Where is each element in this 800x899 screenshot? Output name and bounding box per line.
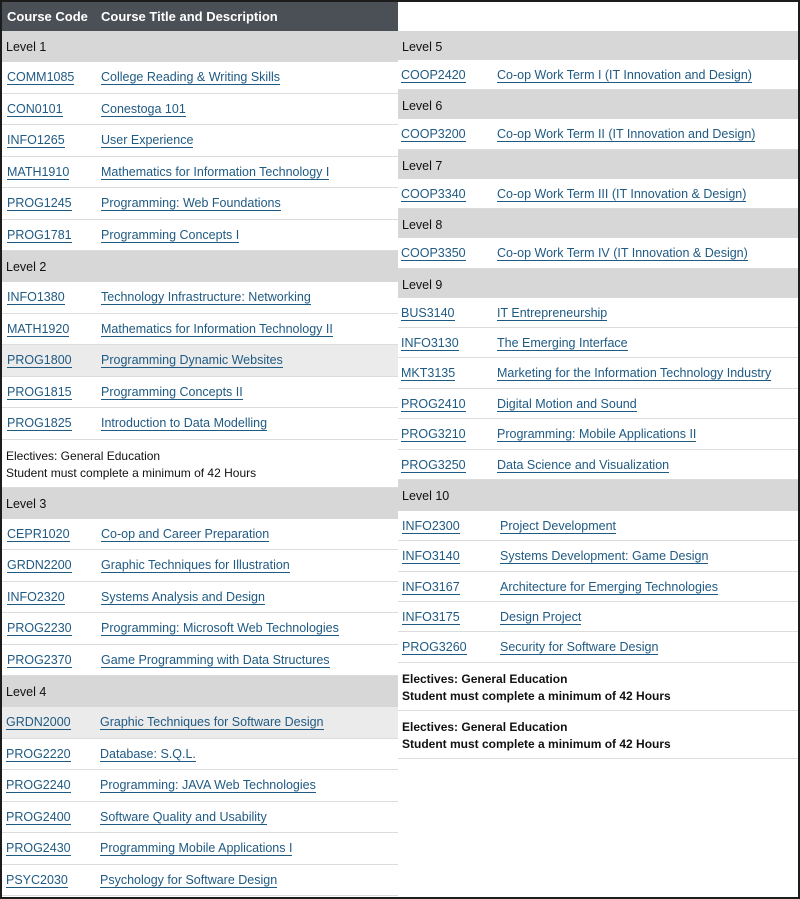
course-row [2, 345, 398, 377]
course-row [2, 94, 398, 126]
course-title-link[interactable]: Co-op Work Term II (IT Innovation and Design) [497, 127, 756, 142]
course-title-link[interactable]: Co-op Work Term I (IT Innovation and Design) [497, 68, 752, 82]
course-title-link[interactable]: Psychology for Software Design [100, 872, 278, 887]
course-code-link[interactable]: PROG2220 [6, 746, 71, 761]
right-column [398, 2, 798, 759]
course-row [2, 802, 398, 834]
course-code-link[interactable]: PROG2240 [6, 778, 71, 792]
level-label: Level 2 [6, 260, 47, 274]
course-code-link[interactable]: PROG2430 [6, 841, 71, 855]
course-row [2, 833, 398, 865]
level-label: Level 6 [402, 99, 443, 114]
header-course-code: Course Code [7, 9, 88, 24]
course-code-link[interactable]: PROG3250 [401, 457, 466, 472]
course-title-link[interactable]: Systems Analysis and Design [101, 589, 265, 604]
course-code-link[interactable]: PROG1781 [7, 227, 72, 242]
course-title-link[interactable]: Data Science and Visualization [497, 457, 670, 472]
electives-title: Electives: General Education [402, 719, 568, 734]
course-row [398, 60, 798, 90]
course-code-link[interactable]: CON0101 [7, 101, 63, 116]
course-code-link[interactable]: PROG1825 [7, 416, 72, 430]
course-row [398, 358, 798, 388]
course-code-link[interactable]: INFO3167 [402, 579, 460, 594]
course-row [398, 541, 798, 571]
course-code-link[interactable]: COOP3340 [401, 186, 466, 201]
course-row [398, 419, 798, 449]
course-title-link[interactable]: Game Programming with Data Structures [101, 652, 330, 667]
level-heading [398, 150, 798, 179]
course-title-link[interactable]: Co-op Work Term IV (IT Innovation & Design) [497, 246, 748, 261]
course-title-link[interactable]: Co-op and Career Preparation [101, 526, 270, 541]
course-row [2, 739, 398, 771]
course-title-link[interactable]: Systems Development: Game Design [500, 549, 709, 564]
course-row [398, 298, 798, 328]
course-title-link[interactable]: The Emerging Interface [497, 335, 628, 350]
course-title-link[interactable]: Programming Concepts II [101, 384, 243, 399]
electives-title: Electives: General Education [402, 671, 568, 686]
table-header [2, 2, 398, 31]
course-row [2, 613, 398, 645]
course-title-link[interactable]: Digital Motion and Sound [497, 396, 637, 411]
course-title-link[interactable]: Mathematics for Information Technology I [101, 164, 330, 179]
course-code-link[interactable]: INFO2300 [402, 518, 460, 533]
course-title-link[interactable]: Programming: Web Foundations [101, 196, 281, 210]
electives-requirement: Student must complete a minimum of 42 Hours [402, 736, 671, 751]
course-title-link[interactable]: Database: S.Q.L. [100, 746, 196, 761]
course-code-link[interactable]: PROG2370 [7, 652, 72, 667]
course-row [2, 408, 398, 440]
electives-note [2, 440, 398, 488]
course-title-link[interactable]: Graphic Techniques for Software Design [100, 715, 324, 729]
course-title-link[interactable]: Technology Infrastructure: Networking [101, 290, 311, 304]
level-heading [2, 676, 398, 707]
electives-title: Electives: General Education [6, 448, 161, 463]
course-row [398, 238, 798, 268]
course-code-link[interactable]: MKT3135 [401, 366, 456, 381]
course-code-link[interactable]: INFO3140 [402, 549, 460, 564]
course-title-link[interactable]: Programming: Microsoft Web Technologies [101, 621, 339, 635]
course-row [2, 707, 398, 739]
course-code-link[interactable]: PROG2230 [7, 621, 72, 635]
course-title-link[interactable]: College Reading & Writing Skills [101, 70, 281, 84]
course-title-link[interactable]: Graphic Techniques for Illustration [101, 558, 290, 572]
course-code-link[interactable]: COOP3350 [401, 246, 466, 261]
header-spacer [398, 2, 798, 31]
course-title-link[interactable]: Architecture for Emerging Technologies [500, 579, 718, 594]
level-label: Level 7 [402, 158, 443, 173]
level-heading [398, 31, 798, 60]
level-label: Level 1 [6, 40, 47, 54]
course-code-link[interactable]: GRDN2000 [6, 715, 71, 729]
course-code-link[interactable]: INFO1380 [7, 290, 65, 304]
level-label: Level 5 [402, 40, 443, 54]
course-row [2, 645, 398, 677]
course-code-link[interactable]: COMM1085 [7, 70, 75, 84]
course-code-link[interactable]: GRDN2200 [7, 558, 72, 572]
course-title-link[interactable]: Conestoga 101 [101, 101, 186, 116]
course-title-link[interactable]: Marketing for the Information Technology Industry [497, 366, 772, 381]
course-code-link[interactable]: COOP2420 [401, 68, 466, 82]
level-heading [2, 31, 398, 62]
header-course-title: Course Title and Description [101, 9, 278, 24]
level-heading [398, 90, 798, 119]
course-code-link[interactable]: PSYC2030 [6, 872, 68, 887]
course-row [2, 188, 398, 220]
course-row [2, 157, 398, 189]
level-heading [2, 488, 398, 519]
course-code-link[interactable]: INFO1265 [7, 133, 65, 147]
course-code-link[interactable]: PROG1800 [7, 353, 72, 367]
course-row [398, 450, 798, 480]
course-row [2, 582, 398, 614]
course-row [398, 389, 798, 419]
level-heading [398, 269, 798, 298]
course-title-link[interactable]: Software Quality and Usability [100, 809, 267, 824]
course-row [398, 179, 798, 209]
level-label: Level 10 [402, 488, 450, 503]
course-title-link[interactable]: Programming: Mobile Applications II [497, 427, 697, 442]
course-title-link[interactable]: Design Project [500, 610, 582, 625]
course-title-link[interactable]: Introduction to Data Modelling [101, 416, 268, 430]
course-code-link[interactable]: PROG1245 [7, 196, 72, 210]
level-label: Level 4 [6, 685, 47, 699]
course-title-link[interactable]: IT Entrepreneurship [497, 305, 608, 320]
course-row [2, 314, 398, 346]
electives-note [398, 711, 798, 759]
course-title-link[interactable]: Programming Mobile Applications I [100, 841, 293, 855]
course-code-link[interactable]: PROG2400 [6, 809, 71, 824]
course-title-link[interactable]: User Experience [101, 133, 194, 147]
course-row [2, 770, 398, 802]
course-code-link[interactable]: PROG3260 [402, 640, 467, 655]
course-title-link[interactable]: Security for Software Design [500, 640, 659, 655]
electives-note [398, 663, 798, 711]
level-label: Level 8 [402, 218, 443, 233]
course-row [2, 282, 398, 314]
left-column [2, 2, 398, 896]
course-code-link[interactable]: PROG3210 [401, 427, 466, 442]
course-title-link[interactable]: Mathematics for Information Technology II [101, 321, 333, 336]
electives-requirement: Student must complete a minimum of 42 Hours [6, 465, 257, 480]
course-row [398, 119, 798, 149]
course-row [2, 220, 398, 252]
level-heading [398, 209, 798, 238]
course-row [398, 632, 798, 662]
course-code-link[interactable]: PROG2410 [401, 396, 466, 411]
course-title-link[interactable]: Programming Concepts I [101, 227, 240, 242]
course-title-link[interactable]: Programming Dynamic Websites [101, 353, 283, 367]
course-code-link[interactable]: COOP3200 [401, 127, 466, 142]
course-row [2, 865, 398, 897]
course-title-link[interactable]: Co-op Work Term III (IT Innovation & Design) [497, 186, 747, 201]
level-heading [2, 251, 398, 282]
level-heading [398, 480, 798, 511]
course-code-link[interactable]: BUS3140 [401, 305, 455, 320]
course-row [398, 602, 798, 632]
course-code-link[interactable]: PROG1815 [7, 384, 72, 399]
course-code-link[interactable]: CEPR1020 [7, 526, 70, 541]
course-row [398, 328, 798, 358]
course-row [2, 550, 398, 582]
course-row [2, 377, 398, 409]
course-code-link[interactable]: INFO2320 [7, 589, 65, 604]
course-code-link[interactable]: MATH1920 [7, 321, 70, 336]
course-code-link[interactable]: INFO3130 [401, 335, 459, 350]
course-row [398, 572, 798, 602]
course-row [2, 62, 398, 94]
course-row [398, 511, 798, 541]
level-label: Level 9 [402, 277, 443, 292]
course-code-link[interactable]: MATH1910 [7, 164, 70, 179]
course-title-link[interactable]: Programming: JAVA Web Technologies [100, 778, 316, 792]
course-code-link[interactable]: INFO3175 [402, 610, 460, 625]
level-label: Level 3 [6, 496, 47, 511]
course-row [2, 519, 398, 551]
electives-requirement: Student must complete a minimum of 42 Hours [402, 688, 671, 703]
course-row [2, 125, 398, 157]
course-title-link[interactable]: Project Development [500, 518, 617, 533]
